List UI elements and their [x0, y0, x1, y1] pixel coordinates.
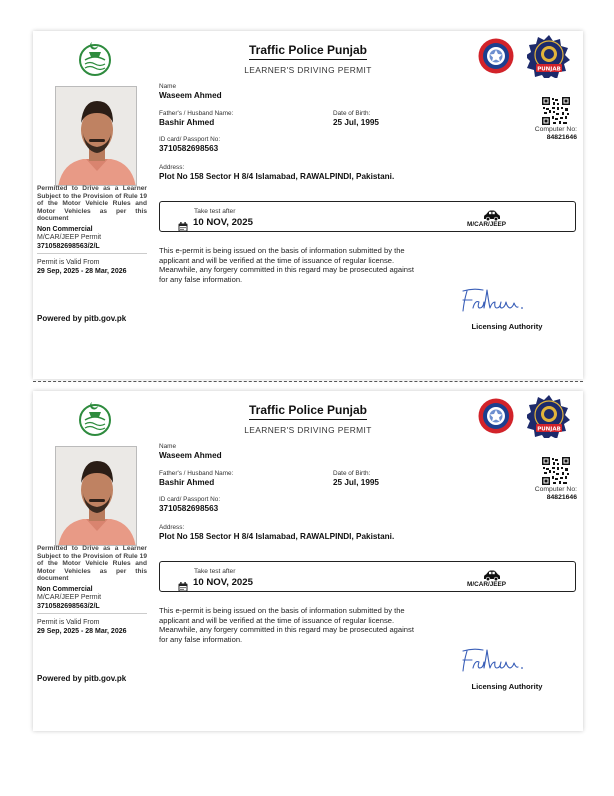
- validity-range: 29 Sep, 2025 - 28 Mar, 2026: [37, 267, 127, 275]
- father-field: [159, 470, 233, 488]
- dob-value: 25 Jul, 1995: [333, 478, 379, 487]
- licensing-authority-label: Licensing Authority: [471, 322, 543, 331]
- vehicle-category: M/CAR/JEEP: [467, 221, 507, 228]
- computer-no-value: 84821646: [546, 494, 577, 502]
- permit-card-1: [33, 31, 583, 379]
- name-field: [159, 443, 222, 461]
- address-value: Plot No 158 Sector H 8/4 Islamabad, RAWALPINDI, Pakistani.: [159, 532, 395, 541]
- dob-label: Date of Birth:: [333, 110, 371, 117]
- id-field: [159, 496, 220, 514]
- permit-class: M/CAR/JEEP Permit: [37, 594, 102, 602]
- police-logo-icon: [478, 38, 514, 74]
- permit-category-block: [37, 226, 157, 251]
- non-commercial-label: Non Commercial: [37, 226, 93, 233]
- test-date-box: [159, 561, 576, 592]
- dob-value: 25 Jul, 1995: [333, 118, 379, 127]
- car-icon: [483, 208, 501, 219]
- father-field: [159, 110, 233, 128]
- permit-type: LEARNER'S DRIVING PERMIT: [244, 425, 372, 435]
- name-label: Name: [159, 443, 177, 450]
- father-label: Father's / Husband Name:: [159, 110, 234, 117]
- disclaimer-notice: This e-permit is being issued on the basis of information submitted by the applicant and will be verified at the time of issuance of regular license. Meanwhile, any forgery committed in this regard may be prosecuted against for any false information.: [159, 606, 414, 645]
- powered-by: Powered by pitb.gov.pk: [37, 674, 127, 683]
- learner-conditions-text: Permitted to Drive as a Learner Subject to the Provision of Rule 19 of the Motor Vehicle Rules and Motor Vehicles as per this document: [37, 545, 147, 583]
- id-value: 3710582698563: [159, 144, 219, 153]
- id-label: ID card/ Passport No:: [159, 136, 221, 143]
- applicant-photo: [55, 86, 137, 186]
- qr-code-icon: [541, 456, 571, 486]
- seal-text: PUNJAB: [537, 426, 561, 433]
- validity-range: 29 Sep, 2025 - 28 Mar, 2026: [37, 627, 127, 635]
- dob-label: Date of Birth:: [333, 470, 371, 477]
- father-label: Father's / Husband Name:: [159, 470, 234, 477]
- name-label: Name: [159, 83, 177, 90]
- name-value: Waseem Ahmed: [159, 91, 222, 100]
- test-label: Take test after: [194, 208, 236, 215]
- non-commercial-label: Non Commercial: [37, 586, 93, 593]
- test-date-box: [159, 201, 576, 232]
- org-title-text: Traffic Police Punjab: [249, 403, 367, 420]
- father-value: Bashir Ahmed: [159, 118, 215, 127]
- name-value: Waseem Ahmed: [159, 451, 222, 460]
- cut-line: [33, 381, 583, 382]
- address-value: Plot No 158 Sector H 8/4 Islamabad, RAWALPINDI, Pakistani.: [159, 172, 395, 181]
- name-field: [159, 83, 222, 101]
- computer-no-label: Computer No:: [534, 486, 577, 493]
- permit-category-block: [37, 586, 157, 611]
- id-field: [159, 136, 220, 154]
- address-label: Address:: [159, 164, 185, 171]
- computer-no-block: [521, 126, 577, 142]
- seal-text: PUNJAB: [537, 66, 561, 73]
- permit-number: 3710582698563/2/L: [37, 602, 100, 610]
- calendar-icon: [178, 219, 188, 229]
- police-seal-icon: [527, 34, 571, 78]
- vehicle-category: M/CAR/JEEP: [467, 581, 507, 588]
- org-title-text: Traffic Police Punjab: [249, 43, 367, 60]
- test-date: 10 NOV, 2025: [193, 577, 253, 588]
- applicant-photo: [55, 446, 137, 546]
- dob-field: [333, 470, 379, 488]
- left-divider: [37, 613, 147, 614]
- address-field: [159, 524, 459, 542]
- powered-by: Powered by pitb.gov.pk: [37, 314, 127, 323]
- authority-signature: [449, 286, 559, 316]
- address-field: [159, 164, 459, 182]
- dob-field: [333, 110, 379, 128]
- permit-class: M/CAR/JEEP Permit: [37, 234, 102, 242]
- test-date: 10 NOV, 2025: [193, 217, 253, 228]
- permit-type: LEARNER'S DRIVING PERMIT: [244, 65, 372, 75]
- father-value: Bashir Ahmed: [159, 478, 215, 487]
- learner-conditions-text: Permitted to Drive as a Learner Subject to the Provision of Rule 19 of the Motor Vehicle Rules and Motor Vehicles as per this document: [37, 185, 147, 223]
- disclaimer-notice: This e-permit is being issued on the basis of information submitted by the applicant and will be verified at the time of issuance of regular license. Meanwhile, any forgery committed in this regard may be prosecuted against for any false information.: [159, 246, 414, 285]
- computer-no-block: [521, 486, 577, 502]
- address-label: Address:: [159, 524, 185, 531]
- police-logo-icon: [478, 398, 514, 434]
- computer-no-value: 84821646: [546, 134, 577, 142]
- computer-no-label: Computer No:: [534, 126, 577, 133]
- permit-number: 3710582698563/2/L: [37, 242, 100, 250]
- validity-block: [37, 259, 157, 276]
- validity-label: Permit is Valid From: [37, 619, 100, 626]
- id-label: ID card/ Passport No:: [159, 496, 221, 503]
- left-divider: [37, 253, 147, 254]
- authority-signature: [449, 646, 559, 676]
- qr-code-icon: [541, 96, 571, 126]
- calendar-icon: [178, 579, 188, 589]
- car-icon: [483, 568, 501, 579]
- police-seal-icon: [527, 394, 571, 438]
- licensing-authority-label: Licensing Authority: [471, 682, 543, 691]
- test-label: Take test after: [194, 568, 236, 575]
- validity-label: Permit is Valid From: [37, 259, 100, 266]
- permit-card-2: [33, 391, 583, 731]
- id-value: 3710582698563: [159, 504, 219, 513]
- validity-block: [37, 619, 157, 636]
